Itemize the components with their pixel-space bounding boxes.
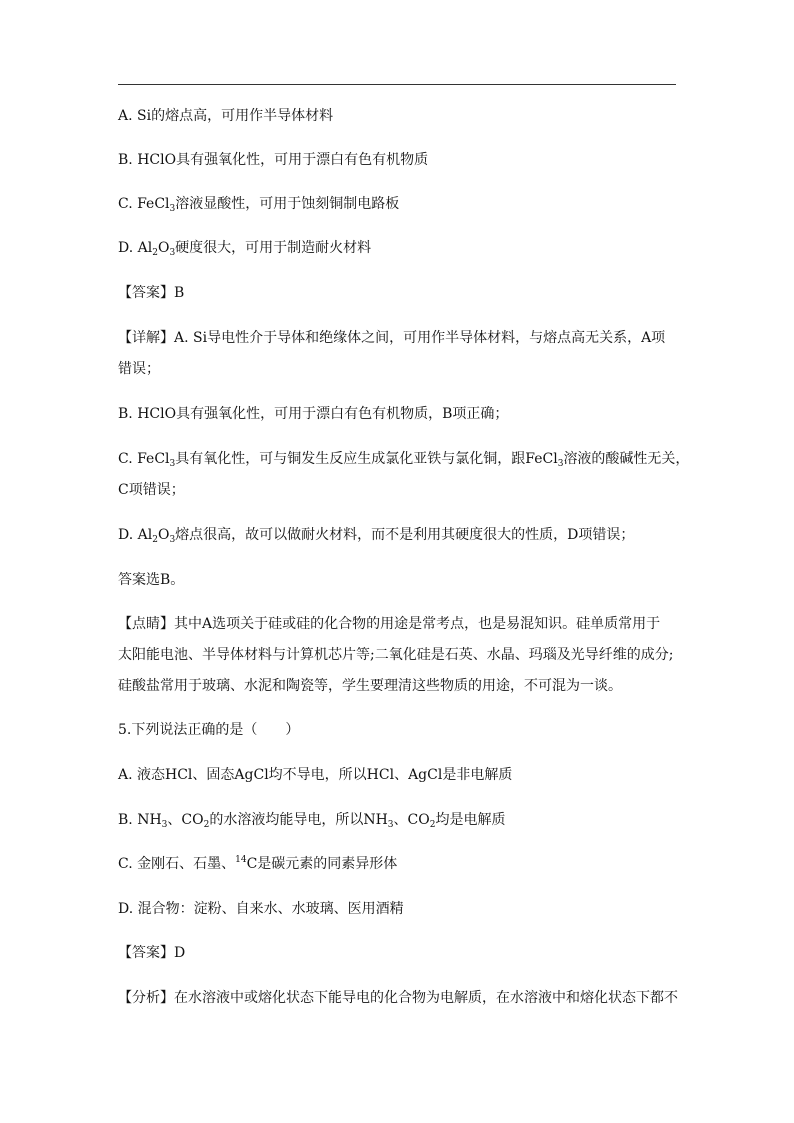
q5-option-b: B. $NH_3$、$CO_2$的水溶液均能导电，所以$NH_3$、$CO_2$均是电解质 <box>118 812 506 830</box>
q4-comment-line3: 硅酸盐常用于玻璃、水泥和陶瓷等，学生要理清这些物质的用途，不可混为一谈。 <box>118 678 622 694</box>
q4-option-d: D. $Al_2O_3$硬度很大，可用于制造耐火材料 <box>118 240 372 258</box>
q5-option-a: A. 液态HCl、固态AgCl均不导电，所以HCl、AgCl是非电解质 <box>118 767 513 783</box>
q4-detail-c-line1: C. FeCl$_3$具有氧化性，可与铜发生反应生成氯化亚铁与氯化铜，跟FeCl$_3$溶液的酸碱性无关， <box>118 451 690 469</box>
q4-option-a: A. Si的熔点高，可用作半导体材料 <box>118 108 334 124</box>
q5-option-c: C. 金刚石、石墨、$^{14}$C是碳元素的同素异形体 <box>118 855 398 872</box>
q4-detail-a-line1: 【详解】A. Si导电性介于导体和绝缘体之间，可用作半导体材料，与熔点高无关系，A项 <box>118 330 666 346</box>
q4-comment-line1: 【点睛】其中A选项关于硅或硅的化合物的用途是常考点，也是易混知识。硅单质常用于 <box>118 616 661 632</box>
q4-answer: 【答案】B <box>118 285 185 301</box>
q4-option-b: B. HClO具有强氧化性，可用于漂白有色有机物质 <box>118 152 429 168</box>
q5-question: 5.下列说法正确的是（ ） <box>118 722 300 738</box>
q4-detail-d: D. $Al_2O_3$熔点很高，故可以做耐火材料，而不是利用其硬度很大的性质，D项错误； <box>118 527 635 545</box>
q4-detail-b: B. HClO具有强氧化性，可用于漂白有色有机物质，B项正确； <box>118 406 509 422</box>
q4-option-c: C. FeCl$_3$溶液显酸性，可用于蚀刻铜制电路板 <box>118 196 400 214</box>
q4-comment-line2: 太阳能电池、半导体材料与计算机芯片等;二氧化硅是石英、水晶、玛瑙及光导纤维的成分; <box>118 647 674 663</box>
q5-option-d: D. 混合物：淀粉、自来水、水玻璃、医用酒精 <box>118 901 404 917</box>
q5-answer: 【答案】D <box>118 945 186 961</box>
q5-analysis: 【分析】在水溶液中或熔化状态下能导电的化合物为电解质，在水溶液中和熔化状态下都不 <box>118 990 678 1006</box>
q4-detail-a-line2: 错误； <box>118 361 160 377</box>
header-rule <box>118 84 676 85</box>
q4-choice: 答案选B。 <box>118 572 185 588</box>
q4-detail-c-line2: C项错误； <box>118 482 185 498</box>
